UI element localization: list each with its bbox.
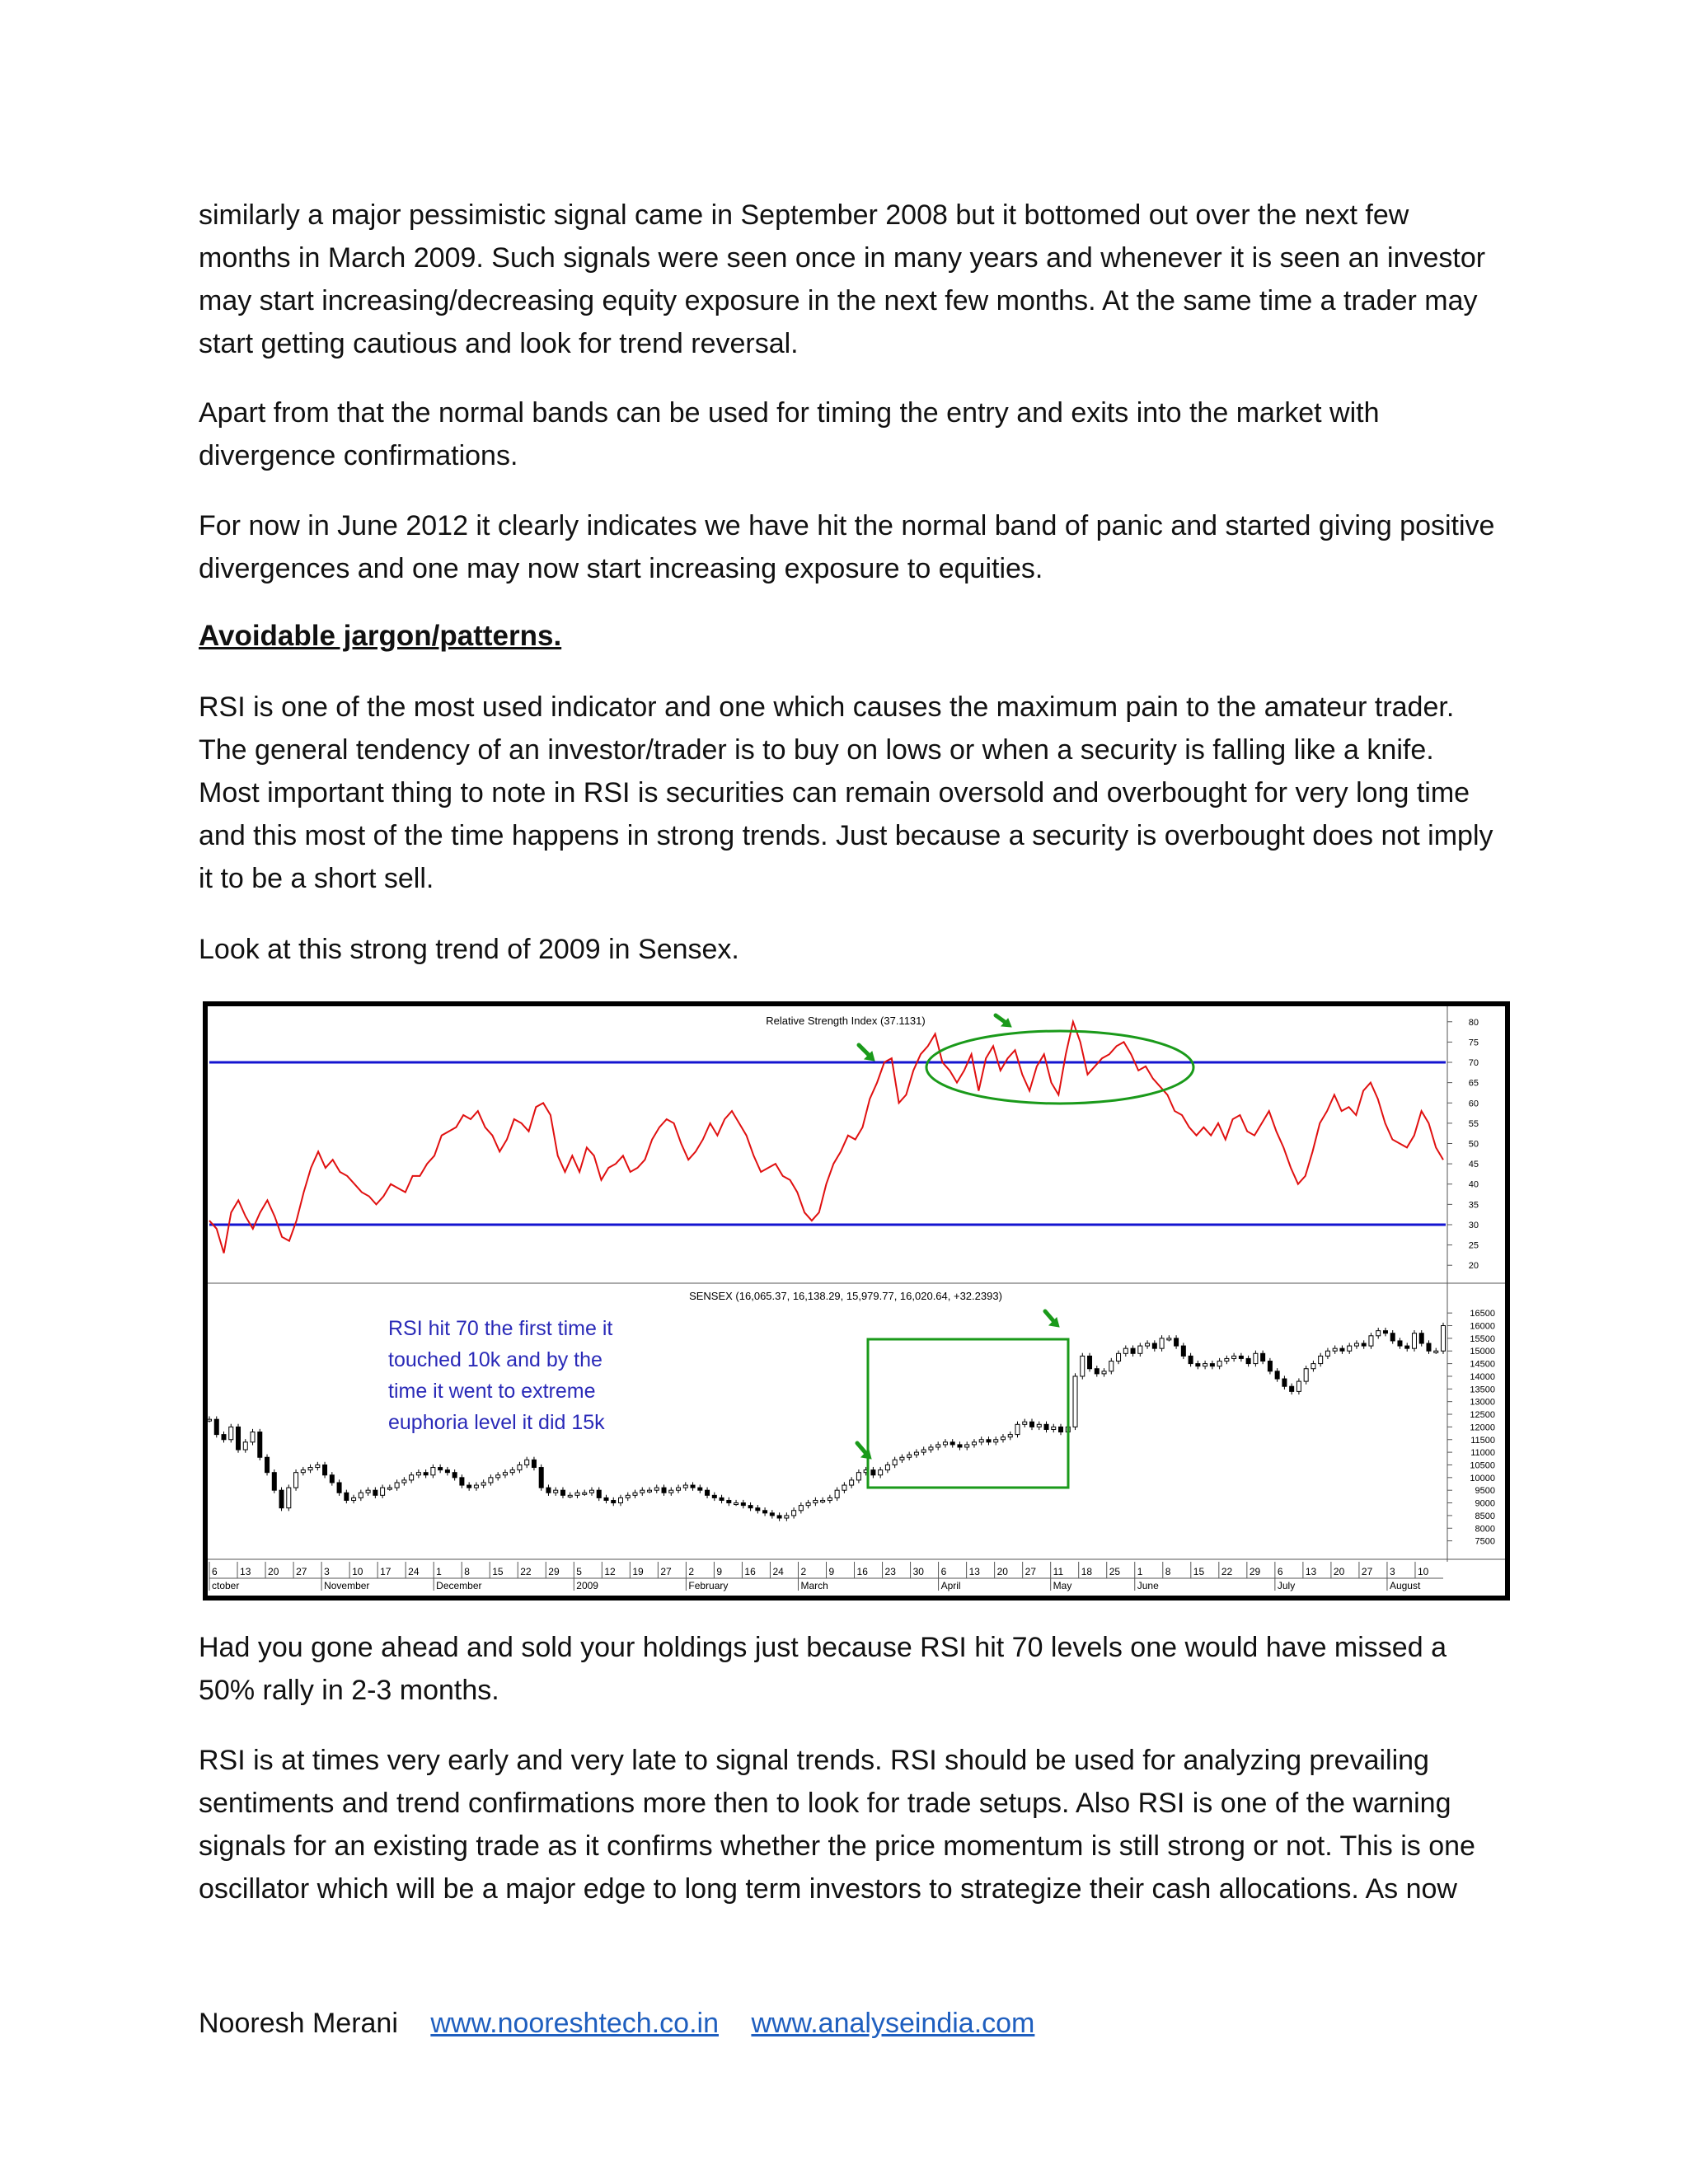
candle-body bbox=[654, 1488, 659, 1490]
candle-body bbox=[979, 1440, 983, 1442]
candle-body bbox=[1427, 1343, 1431, 1351]
candle-body bbox=[885, 1465, 889, 1469]
candle-body bbox=[727, 1500, 731, 1502]
candle-body bbox=[1102, 1371, 1106, 1374]
candle-body bbox=[662, 1488, 666, 1493]
candle-body bbox=[1023, 1422, 1027, 1424]
date-tick-label: 18 bbox=[1081, 1566, 1093, 1577]
paragraph-text: Look at this strong trend of 2009 in Sensex. bbox=[199, 934, 739, 965]
candle-body bbox=[510, 1470, 514, 1473]
candle-body bbox=[958, 1445, 962, 1447]
date-tick-label: 2 bbox=[688, 1566, 695, 1577]
candle-body bbox=[1217, 1361, 1221, 1366]
candle-body bbox=[474, 1485, 478, 1488]
candle-body bbox=[1254, 1353, 1258, 1363]
price-tick-label: 11000 bbox=[1470, 1448, 1495, 1459]
candle-body bbox=[251, 1432, 255, 1442]
candle-body bbox=[1052, 1427, 1056, 1429]
price-tick-label: 11500 bbox=[1470, 1435, 1495, 1446]
price-tick-label: 15500 bbox=[1470, 1333, 1495, 1344]
candle-body bbox=[785, 1516, 789, 1518]
candle-body bbox=[467, 1485, 471, 1488]
candle-body bbox=[381, 1488, 385, 1495]
candle-body bbox=[936, 1445, 940, 1447]
month-label: December bbox=[436, 1580, 482, 1591]
candle-body bbox=[792, 1511, 796, 1516]
date-tick-label: 23 bbox=[884, 1566, 896, 1577]
annotation-line: RSI hit 70 the first time it bbox=[388, 1317, 613, 1340]
candle-body bbox=[914, 1452, 918, 1455]
candle-body bbox=[560, 1490, 565, 1495]
date-tick-label: 22 bbox=[520, 1566, 532, 1577]
price-tick-label: 8500 bbox=[1475, 1511, 1495, 1521]
candle-body bbox=[720, 1497, 724, 1500]
candle-body bbox=[712, 1495, 716, 1497]
candle-body bbox=[1008, 1435, 1012, 1437]
candle-body bbox=[1196, 1364, 1200, 1366]
candle-body bbox=[1412, 1333, 1416, 1348]
candle-body bbox=[416, 1473, 420, 1475]
candle-body bbox=[546, 1488, 551, 1493]
candle-body bbox=[1030, 1422, 1034, 1427]
price-tick-label: 13500 bbox=[1470, 1385, 1495, 1395]
month-label: August bbox=[1389, 1580, 1421, 1591]
candle-body bbox=[626, 1495, 630, 1497]
candle-body bbox=[950, 1442, 954, 1445]
month-label: February bbox=[688, 1580, 729, 1591]
price-tick-label: 9000 bbox=[1475, 1498, 1495, 1509]
candle-body bbox=[373, 1490, 377, 1495]
candle-body bbox=[1311, 1364, 1315, 1369]
candle-body bbox=[1175, 1338, 1179, 1346]
candle-body bbox=[1282, 1379, 1287, 1386]
price-tick-label: 15000 bbox=[1470, 1347, 1495, 1357]
candle-body bbox=[352, 1497, 356, 1500]
rsi-tick-label: 40 bbox=[1468, 1179, 1479, 1190]
candle-body bbox=[893, 1460, 897, 1465]
candle-body bbox=[814, 1500, 818, 1502]
candle-body bbox=[1037, 1424, 1041, 1427]
candle-body bbox=[503, 1473, 507, 1475]
price-panel-title: SENSEX (16,065.37, 16,138.29, 15,979.77, 16,020.64, +32.2393) bbox=[689, 1290, 1002, 1302]
candle-body bbox=[272, 1473, 276, 1491]
candle-body bbox=[648, 1490, 652, 1492]
candle-body bbox=[943, 1442, 947, 1445]
date-tick-label: 20 bbox=[996, 1566, 1008, 1577]
candle-body bbox=[539, 1468, 543, 1488]
candle-body bbox=[575, 1493, 579, 1495]
candle-body bbox=[698, 1488, 702, 1490]
paragraph-text: Apart from that the normal bands can be used for timing the entry and exits into the market with divergence confirmations. bbox=[199, 397, 1380, 471]
date-tick-label: 11 bbox=[1053, 1566, 1064, 1577]
candle-body bbox=[965, 1445, 969, 1447]
candle-body bbox=[583, 1493, 587, 1494]
date-tick-label: 8 bbox=[464, 1566, 470, 1577]
candle-body bbox=[741, 1503, 745, 1506]
candle-body bbox=[496, 1475, 500, 1478]
price-tick-label: 16500 bbox=[1470, 1309, 1495, 1319]
candle-body bbox=[770, 1513, 774, 1516]
date-tick-label: 13 bbox=[968, 1566, 980, 1577]
candle-body bbox=[1160, 1338, 1164, 1348]
candle-body bbox=[597, 1490, 601, 1497]
candle-body bbox=[835, 1490, 839, 1497]
candle-body bbox=[612, 1500, 616, 1502]
candle-body bbox=[1419, 1333, 1423, 1343]
price-tick-label: 16000 bbox=[1470, 1321, 1495, 1332]
candle-body bbox=[842, 1485, 846, 1490]
date-tick-label: 16 bbox=[856, 1566, 868, 1577]
rsi-tick-label: 55 bbox=[1468, 1118, 1479, 1129]
date-tick-label: 10 bbox=[1417, 1566, 1429, 1577]
candle-body bbox=[1348, 1346, 1352, 1351]
candle-body bbox=[619, 1497, 623, 1502]
candle-body bbox=[1369, 1336, 1373, 1346]
candle-body bbox=[1088, 1356, 1092, 1368]
rsi-tick-label: 45 bbox=[1468, 1160, 1479, 1170]
date-tick-label: 20 bbox=[268, 1566, 279, 1577]
rsi-tick-label: 20 bbox=[1468, 1261, 1479, 1272]
candle-body bbox=[1383, 1331, 1387, 1333]
candle-body bbox=[1044, 1424, 1048, 1429]
candle-body bbox=[1405, 1346, 1409, 1348]
candle-body bbox=[316, 1465, 320, 1467]
candle-body bbox=[568, 1495, 572, 1497]
candle-body bbox=[1138, 1346, 1142, 1353]
date-tick-label: 6 bbox=[940, 1566, 947, 1577]
date-tick-label: 25 bbox=[1109, 1566, 1121, 1577]
candle-body bbox=[929, 1447, 933, 1450]
candle-body bbox=[279, 1490, 284, 1508]
rsi-tick-label: 80 bbox=[1468, 1017, 1479, 1028]
date-tick-label: 27 bbox=[1025, 1566, 1037, 1577]
candle-body bbox=[1117, 1353, 1121, 1361]
date-tick-label: 27 bbox=[296, 1566, 307, 1577]
date-tick-label: 3 bbox=[324, 1566, 330, 1577]
paragraph-text: similarly a major pessimistic signal came in September 2008 but it bottomed out over the next few months in March 2009. Such signals were seen once in many years and whenever it is seen an investor may start increasing/decreasing equity exposure in the next few months. At the same time a trader may start getting cautious and look for trend reversal. bbox=[199, 199, 1486, 359]
candle-body bbox=[402, 1480, 406, 1483]
candle-body bbox=[856, 1473, 860, 1480]
candle-body bbox=[633, 1493, 637, 1495]
candle-body bbox=[1081, 1356, 1085, 1376]
rsi-tick-label: 65 bbox=[1468, 1078, 1479, 1089]
candle-body bbox=[691, 1485, 695, 1488]
candle-body bbox=[900, 1457, 904, 1460]
candle-body bbox=[1181, 1346, 1185, 1356]
candle-body bbox=[1362, 1343, 1366, 1346]
candle-body bbox=[294, 1473, 298, 1488]
candle-body bbox=[1167, 1338, 1171, 1340]
paragraph-june-2012 bbox=[199, 504, 1501, 590]
candle-body bbox=[489, 1478, 493, 1483]
candle-body bbox=[850, 1480, 854, 1485]
candle-body bbox=[879, 1470, 883, 1475]
candle-body bbox=[532, 1460, 536, 1467]
date-tick-label: 27 bbox=[1361, 1566, 1373, 1577]
candle-body bbox=[1319, 1356, 1323, 1363]
paragraph-text: Had you gone ahead and sold your holdings just because RSI hit 70 levels one would have missed a 50% rally in 2-3 months. bbox=[199, 1632, 1447, 1706]
rsi-panel-title: Relative Strength Index (37.1131) bbox=[766, 1015, 926, 1027]
price-tick-label: 10500 bbox=[1470, 1460, 1495, 1471]
candle-body bbox=[308, 1468, 312, 1470]
candle-body bbox=[640, 1490, 645, 1493]
candle-body bbox=[994, 1440, 998, 1442]
candle-body bbox=[921, 1450, 926, 1452]
date-tick-label: 15 bbox=[492, 1566, 504, 1577]
candle-body bbox=[229, 1427, 233, 1439]
candle-body bbox=[525, 1460, 529, 1465]
month-label: November bbox=[324, 1580, 370, 1591]
date-tick-label: 29 bbox=[1249, 1566, 1261, 1577]
candle-body bbox=[1296, 1381, 1301, 1391]
candle-body bbox=[1354, 1343, 1358, 1346]
date-tick-label: 16 bbox=[744, 1566, 756, 1577]
candle-body bbox=[604, 1497, 608, 1500]
date-tick-label: 13 bbox=[240, 1566, 251, 1577]
candle-body bbox=[337, 1483, 341, 1493]
candle-body bbox=[452, 1473, 457, 1478]
date-tick-label: 1 bbox=[1137, 1566, 1143, 1577]
candle-body bbox=[301, 1470, 305, 1473]
candle-body bbox=[1123, 1348, 1128, 1353]
date-tick-label: 24 bbox=[408, 1566, 420, 1577]
candle-body bbox=[907, 1455, 912, 1457]
rsi-tick-label: 70 bbox=[1468, 1058, 1479, 1069]
date-tick-label: 5 bbox=[576, 1566, 582, 1577]
candle-body bbox=[1203, 1364, 1207, 1366]
annotation-line: time it went to extreme bbox=[388, 1380, 596, 1403]
paragraph-rsi-timing bbox=[199, 1739, 1501, 1910]
candle-body bbox=[683, 1485, 687, 1488]
candle-body bbox=[972, 1442, 976, 1445]
candle-body bbox=[1290, 1386, 1294, 1391]
month-label: April bbox=[940, 1580, 961, 1591]
date-tick-label: 1 bbox=[436, 1566, 442, 1577]
candle-body bbox=[554, 1490, 558, 1493]
candle-body bbox=[1146, 1343, 1150, 1346]
price-tick-label: 14500 bbox=[1470, 1359, 1495, 1370]
candle-body bbox=[871, 1470, 875, 1475]
rsi-tick-label: 25 bbox=[1468, 1240, 1479, 1251]
candle-body bbox=[1073, 1376, 1077, 1427]
candle-body bbox=[359, 1493, 363, 1497]
candle-body bbox=[323, 1465, 327, 1474]
price-tick-label: 9500 bbox=[1475, 1486, 1495, 1497]
date-tick-label: 27 bbox=[660, 1566, 672, 1577]
date-tick-label: 10 bbox=[352, 1566, 363, 1577]
nooreshtech-link[interactable]: www.nooreshtech.co.in bbox=[430, 2008, 719, 2039]
rsi-tick-label: 75 bbox=[1468, 1038, 1479, 1048]
month-label: ctober bbox=[212, 1580, 240, 1591]
candle-body bbox=[330, 1475, 334, 1483]
price-tick-label: 7500 bbox=[1475, 1536, 1495, 1547]
candle-body bbox=[445, 1470, 449, 1473]
rsi-tick-label: 30 bbox=[1468, 1220, 1479, 1230]
paragraph-look-at-trend bbox=[199, 928, 1501, 971]
candle-body bbox=[1340, 1348, 1344, 1351]
candle-body bbox=[806, 1503, 810, 1506]
candle-body bbox=[481, 1483, 485, 1485]
sensex-rsi-chart bbox=[203, 1001, 1510, 1601]
date-tick-label: 20 bbox=[1333, 1566, 1345, 1577]
candle-body bbox=[677, 1488, 681, 1490]
date-tick-label: 6 bbox=[212, 1566, 218, 1577]
candle-body bbox=[345, 1493, 349, 1500]
candle-body bbox=[1434, 1351, 1438, 1352]
candle-body bbox=[1015, 1424, 1020, 1434]
candle-body bbox=[366, 1490, 370, 1493]
candle-body bbox=[1239, 1356, 1243, 1358]
footer bbox=[199, 2008, 1034, 2040]
candle-body bbox=[1268, 1361, 1272, 1371]
candle-body bbox=[1376, 1331, 1381, 1336]
candle-body bbox=[214, 1419, 218, 1434]
price-tick-label: 13000 bbox=[1470, 1397, 1495, 1408]
date-tick-label: 19 bbox=[632, 1566, 644, 1577]
candle-body bbox=[1246, 1358, 1250, 1363]
date-tick-label: 30 bbox=[912, 1566, 924, 1577]
candle-body bbox=[1275, 1371, 1279, 1379]
candle-body bbox=[431, 1468, 435, 1475]
candle-body bbox=[208, 1419, 212, 1421]
price-tick-label: 12500 bbox=[1470, 1410, 1495, 1421]
date-tick-label: 8 bbox=[1165, 1566, 1171, 1577]
date-tick-label: 3 bbox=[1389, 1566, 1395, 1577]
candle-body bbox=[460, 1478, 464, 1485]
candle-body bbox=[258, 1432, 262, 1458]
candle-body bbox=[1131, 1348, 1135, 1353]
author-name: Nooresh Merani bbox=[199, 2008, 398, 2039]
paragraph-text: RSI is one of the most used indicator and one which causes the maximum pain to the amateur trader. The general tendency of an investor/trader is to buy on lows or when a security is falling like a knife. Most important thing to note in RSI is securities can remain oversold and overbought for very long time and this most of the time happens in strong trends. Just because a security is overbought does not imply it to be a short sell. bbox=[199, 691, 1493, 894]
candle-body bbox=[1333, 1348, 1337, 1351]
month-label: March bbox=[800, 1580, 828, 1591]
candle-body bbox=[1390, 1333, 1395, 1341]
candle-body bbox=[1059, 1427, 1063, 1432]
candle-body bbox=[1109, 1361, 1114, 1371]
paragraph-missed-rally bbox=[199, 1626, 1501, 1712]
month-label: June bbox=[1137, 1580, 1159, 1591]
date-tick-label: 9 bbox=[716, 1566, 723, 1577]
date-tick-label: 9 bbox=[828, 1566, 835, 1577]
candle-body bbox=[424, 1473, 428, 1475]
paragraph-text: RSI is at times very early and very late to signal trends. RSI should be used for analyzing prevailing sentiments and trend confirmations more then to look for trade setups. Also RSI is one of the warning signals for an existing trade as it confirms whether the price momentum is still strong or not. This is one oscillator which will be a major edge to long term investors to strategize their cash allocations. As now bbox=[199, 1745, 1475, 1905]
price-tick-label: 8000 bbox=[1475, 1524, 1495, 1535]
paragraph-rsi-pain bbox=[199, 686, 1501, 900]
date-tick-label: 22 bbox=[1221, 1566, 1233, 1577]
candle-body bbox=[1225, 1358, 1229, 1361]
candle-body bbox=[748, 1506, 753, 1508]
month-label: 2009 bbox=[576, 1580, 598, 1591]
month-label: May bbox=[1053, 1580, 1072, 1591]
candle-body bbox=[828, 1497, 832, 1500]
paragraph-text: For now in June 2012 it clearly indicates we have hit the normal band of panic and started giving positive divergences and one may now start increasing exposure to equities. bbox=[199, 510, 1495, 584]
candle-body bbox=[518, 1465, 522, 1469]
candle-body bbox=[222, 1435, 226, 1440]
rsi-tick-label: 60 bbox=[1468, 1099, 1479, 1109]
date-tick-label: 24 bbox=[772, 1566, 784, 1577]
candle-body bbox=[1304, 1369, 1308, 1381]
date-tick-label: 29 bbox=[548, 1566, 560, 1577]
rsi-tick-label: 50 bbox=[1468, 1139, 1479, 1150]
annotation-line: touched 10k and by the bbox=[388, 1348, 603, 1371]
paragraph-normal-bands bbox=[199, 391, 1501, 477]
date-tick-label: 12 bbox=[604, 1566, 616, 1577]
candle-body bbox=[237, 1427, 241, 1450]
candle-body bbox=[287, 1488, 291, 1508]
candle-body bbox=[987, 1440, 991, 1442]
candle-body bbox=[799, 1506, 803, 1511]
date-tick-label: 15 bbox=[1193, 1566, 1205, 1577]
paragraph-pessimistic-signal bbox=[199, 194, 1501, 365]
candle-body bbox=[821, 1500, 825, 1502]
date-tick-label: 17 bbox=[380, 1566, 392, 1577]
analyseindia-link[interactable]: www.analyseindia.com bbox=[751, 2008, 1035, 2039]
date-tick-label: 2 bbox=[800, 1566, 807, 1577]
candle-body bbox=[387, 1488, 392, 1489]
candle-body bbox=[410, 1475, 414, 1480]
candle-body bbox=[777, 1516, 781, 1518]
date-tick-label: 6 bbox=[1277, 1566, 1283, 1577]
candle-body bbox=[589, 1490, 593, 1493]
month-label: July bbox=[1277, 1580, 1296, 1591]
candle-body bbox=[669, 1490, 673, 1493]
candle-body bbox=[734, 1503, 738, 1505]
candle-body bbox=[1189, 1356, 1193, 1363]
section-heading: Avoidable jargon/patterns. bbox=[199, 620, 562, 652]
price-tick-label: 12000 bbox=[1470, 1422, 1495, 1433]
candle-body bbox=[438, 1468, 443, 1470]
candle-body bbox=[1232, 1356, 1236, 1358]
annotation-line: euphoria level it did 15k bbox=[388, 1411, 605, 1434]
candle-body bbox=[1001, 1437, 1005, 1440]
chart-svg bbox=[203, 1001, 1510, 1601]
candle-body bbox=[395, 1483, 399, 1488]
candle-body bbox=[1261, 1353, 1265, 1361]
candle-body bbox=[243, 1442, 247, 1450]
candle-body bbox=[1210, 1364, 1214, 1366]
rsi-tick-label: 35 bbox=[1468, 1200, 1479, 1211]
price-tick-label: 10000 bbox=[1470, 1473, 1495, 1483]
candle-body bbox=[1095, 1369, 1099, 1374]
candle-body bbox=[265, 1457, 270, 1472]
candle-body bbox=[706, 1490, 710, 1495]
date-tick-label: 13 bbox=[1305, 1566, 1317, 1577]
candle-body bbox=[1325, 1351, 1329, 1356]
candle-body bbox=[1398, 1341, 1402, 1346]
candle-body bbox=[1152, 1343, 1156, 1348]
price-tick-label: 14000 bbox=[1470, 1371, 1495, 1382]
candle-body bbox=[1442, 1326, 1446, 1352]
candle-body bbox=[756, 1508, 760, 1511]
candle-body bbox=[763, 1511, 767, 1513]
